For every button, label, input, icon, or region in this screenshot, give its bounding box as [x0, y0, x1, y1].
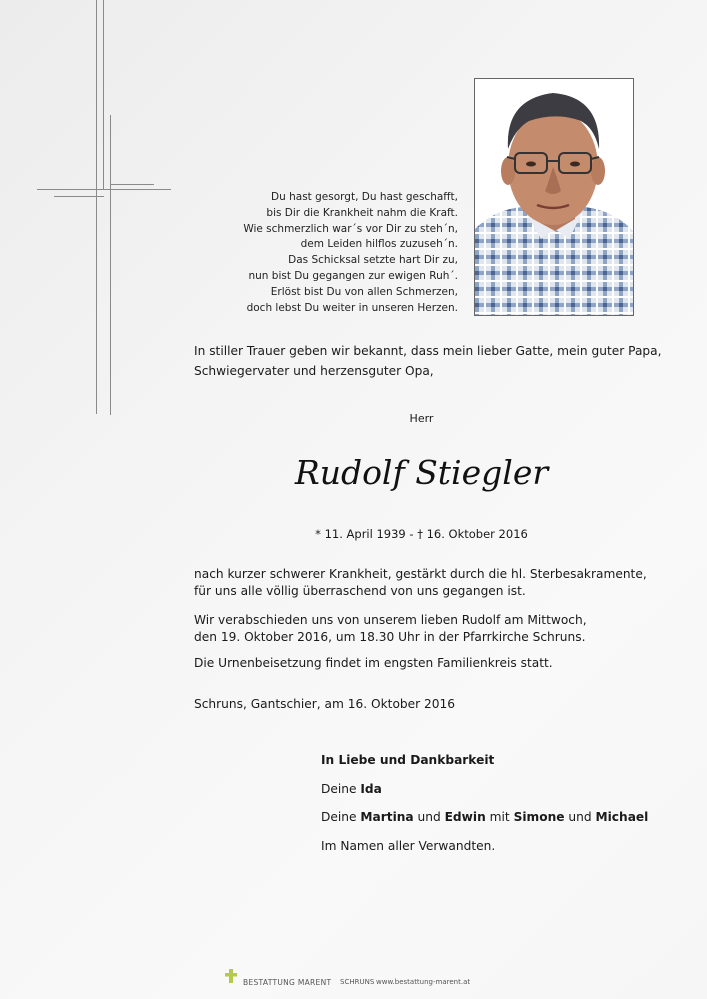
signature-name: Simone [513, 810, 565, 824]
signature-name: Michael [595, 810, 649, 824]
signature-connector: und [564, 810, 596, 824]
poem-line: nun bist Du gegangen zur ewigen Ruh´. [248, 269, 458, 282]
signature-line-3: Im Namen aller Verwandten. [321, 838, 496, 853]
signature-name: Ida [360, 781, 382, 796]
signature-prefix: Deine [321, 810, 361, 824]
poem-line: Du hast gesorgt, Du hast geschafft, [271, 191, 458, 203]
signature-connector: und [413, 810, 445, 824]
signature-line-1 [321, 781, 648, 798]
signature-name: Edwin [444, 810, 486, 824]
death-notice-line: für uns alle völlig überraschend von uns gegangen ist. [194, 583, 526, 598]
cross-vertical-line-lower [110, 115, 111, 415]
cross-horizontal-line-main [37, 189, 171, 190]
signature-heading: In Liebe und Dankbarkeit [321, 753, 495, 767]
place-date: Schruns, Gantschier, am 16. Oktober 2016 [194, 697, 456, 711]
portrait-illustration [475, 79, 633, 315]
intro-line: In stiller Trauer geben wir bekannt, dass mein lieber Gatte, mein guter Papa, [194, 344, 662, 358]
poem-line: bis Dir die Krankheit nahm die Kraft. [266, 206, 458, 219]
cross-vertical-line-left [96, 0, 97, 414]
death-notice-line: nach kurzer schwerer Krankheit, gestärkt durch die hl. Sterbesakramente, [194, 567, 647, 581]
signature-connector: mit [485, 810, 514, 824]
farewell-text [194, 612, 587, 645]
death-notice [194, 566, 647, 599]
farewell-line: Wir verabschieden uns von unserem lieben Rudolf am Mittwoch, [194, 613, 587, 627]
cross-vertical-line-right [103, 0, 104, 190]
signature-line-2 [321, 809, 648, 826]
portrait-photo [474, 78, 634, 316]
signatures [321, 752, 648, 854]
poem-line: doch lebst Du weiter in unseren Herzen. [246, 301, 458, 314]
cross-horizontal-line-top [110, 184, 154, 185]
deceased-name: Rudolf Stiegler [294, 453, 549, 492]
farewell-line: den 19. Oktober 2016, um 18.30 Uhr in der Pfarrkirche Schruns. [194, 629, 586, 644]
poem-line: dem Leiden hilflos zuzuseh´n. [300, 238, 458, 251]
footer-town: SCHRUNS [340, 978, 375, 986]
poem [190, 190, 458, 316]
footer-company: BESTATTUNG MARENT [243, 978, 332, 987]
poem-line: Wie schmerzlich war´s vor Dir zu steh´n, [243, 222, 458, 235]
cross-horizontal-line-bottom [54, 196, 104, 197]
salutation: Herr [409, 412, 434, 425]
signature-prefix: Deine [321, 781, 361, 796]
poem-line: Das Schicksal setzte hart Dir zu, [288, 254, 458, 267]
urn-notice: Die Urnenbeisetzung findet im engsten Familienkreis statt. [194, 656, 553, 670]
footer-url[interactable]: www.bestattung-marent.at [376, 978, 471, 986]
intro-text [194, 343, 662, 379]
signature-name: Martina [360, 810, 414, 824]
intro-line: Schwiegervater und herzensguter Opa, [194, 363, 434, 378]
cross-logo-icon [224, 969, 238, 983]
life-dates: * 11. April 1939 - † 16. Oktober 2016 [315, 527, 528, 541]
poem-line: Erlöst bist Du von allen Schmerzen, [270, 285, 458, 298]
